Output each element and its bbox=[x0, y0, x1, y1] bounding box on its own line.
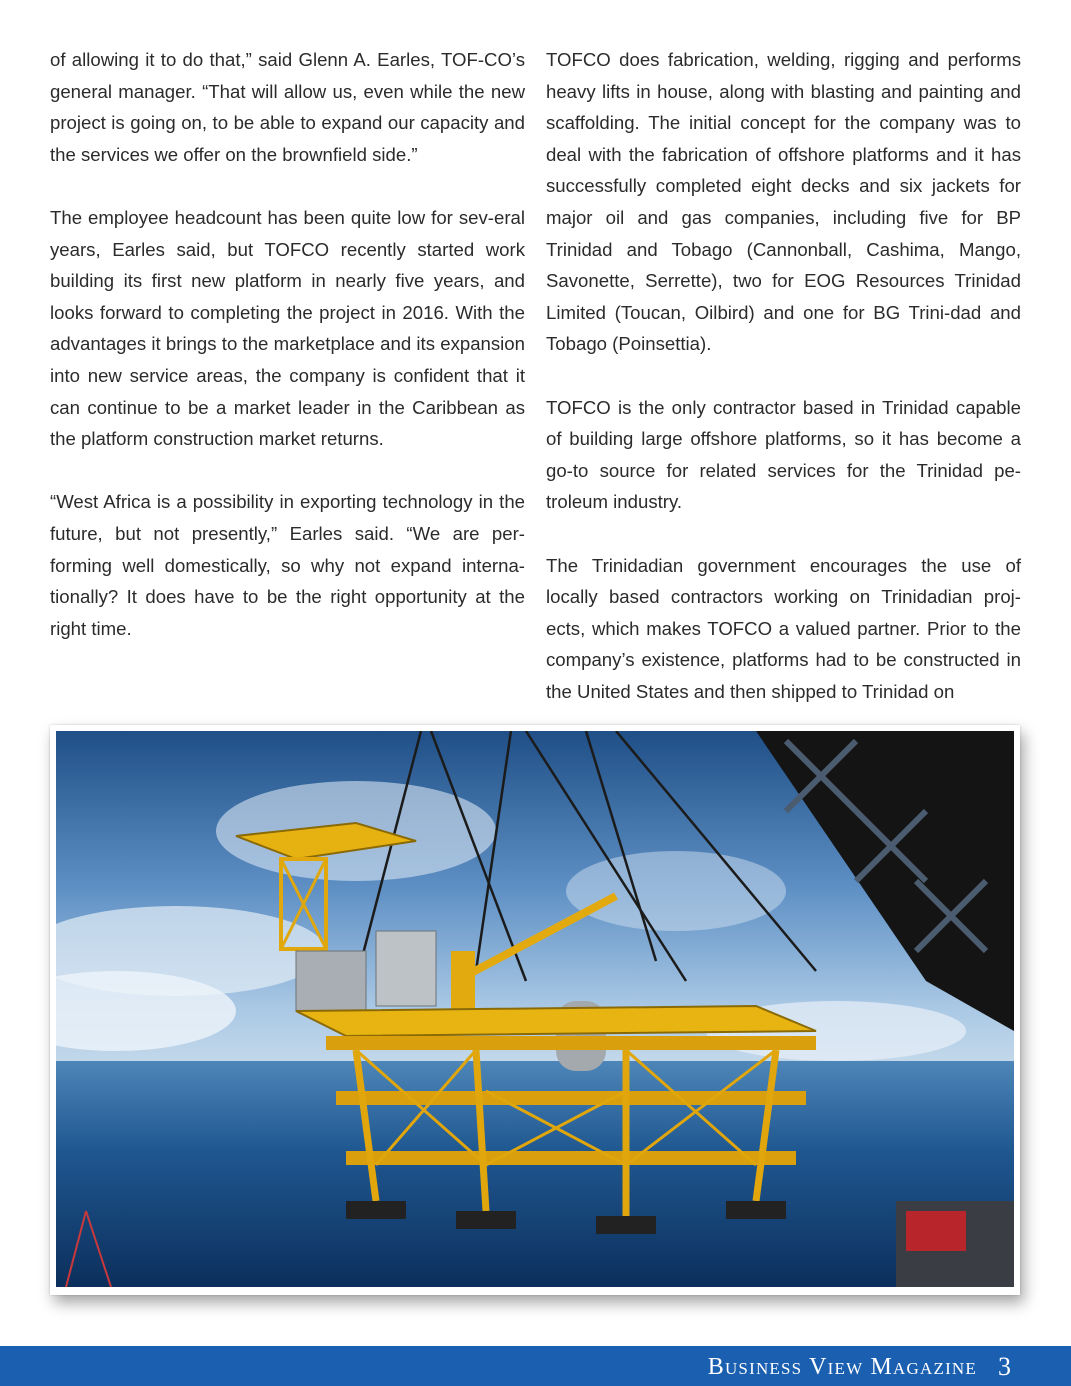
paragraph: TOFCO is the only contractor based in Trinidad capable of building large offshore platforms, so it has become a go-to source for related services for the Trinidad pe-troleum industry. bbox=[546, 396, 1021, 513]
paragraph: The employee headcount has been quite low for sev-eral years, Earles said, but TOFCO recently started work building its first new platform in nearly five years, and looks forward to completing the project in 2016. With the advantages it brings to the marketplace and its expansion into new service areas, the company is confident that it can continue to be a market leader in the Caribbean as the platform construction market returns. bbox=[50, 206, 525, 450]
article-column-left bbox=[50, 44, 525, 644]
offshore-platform-photo bbox=[56, 731, 1014, 1287]
paragraph: of allowing it to do that,” said Glenn A. Earles, TOF-CO’s general manager. “That will allow us, even while the new project is going on, to be able to expand our capacity and the services we offer on the brownfield side.” bbox=[50, 49, 525, 165]
page-number: 3 bbox=[998, 1352, 1011, 1381]
paragraph: “West Africa is a possibility in exporting technology in the future, but not presently,” Earles said. “We are per-forming well domestically, so why not expand interna-tionally? It does have to be the right opportunity at the right time. bbox=[50, 491, 525, 639]
article-column-right bbox=[546, 44, 1021, 707]
magazine-title: Business View Magazine bbox=[707, 1354, 977, 1380]
page-footer bbox=[0, 1346, 1071, 1386]
paragraph: The Trinidadian government encourages the use of locally based contractors working on Trinidadian proj-ects, which makes TOFCO a valued partner. Prior to the company’s existence, platforms had to be constructed in the United States and then shipped to Trinidad on bbox=[546, 554, 1021, 702]
article-photo-frame bbox=[50, 725, 1020, 1295]
paragraph: TOFCO does fabrication, welding, rigging and performs heavy lifts in house, along with blasting and painting and scaffolding. The initial concept for the company was to deal with the fabrication of offshore platforms and it has successfully completed eight decks and six jackets for major oil and gas companies, including five for BP Trinidad and Tobago (Cannonball, Cashima, Mango, Savonette, Serrette), two for EOG Resources Trinidad Limited (Toucan, Oilbird) and one for BG Trini-dad and Tobago (Poinsettia). bbox=[546, 49, 1021, 355]
